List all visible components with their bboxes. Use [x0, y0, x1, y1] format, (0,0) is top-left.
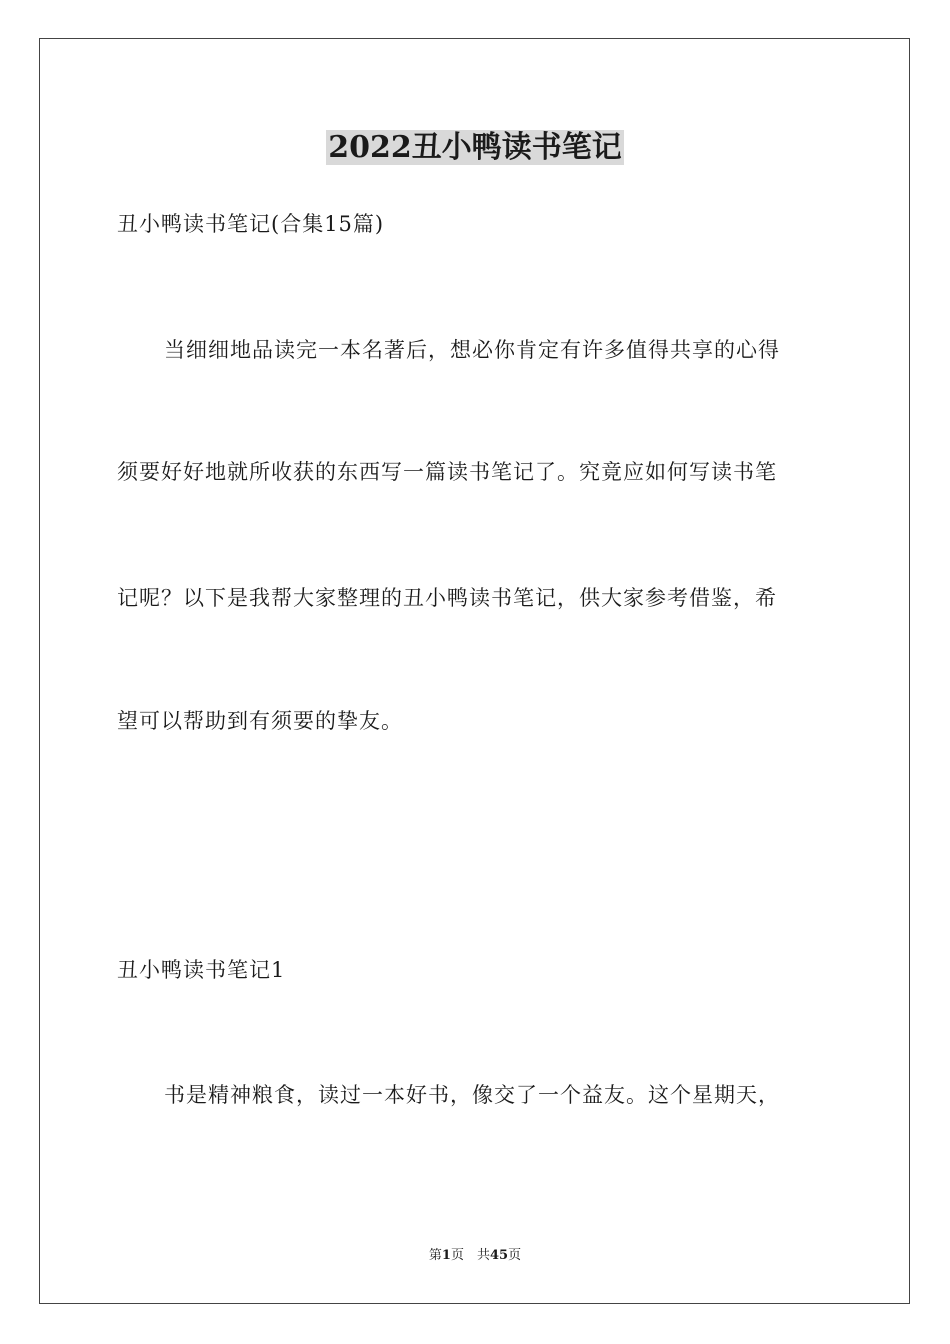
intro-line-3: 记呢？以下是我帮大家整理的丑小鸭读书笔记，供大家参考借鉴，希 — [117, 586, 777, 610]
section-heading: 丑小鸭读书笔记1 — [117, 958, 286, 982]
footer-suffix: 页 — [508, 1248, 522, 1263]
section-paragraph-line-1: 书是精神粮食，读过一本好书，像交了一个益友。这个星期天， — [164, 1083, 780, 1107]
intro-line-4: 望可以帮助到有须要的挚友。 — [117, 709, 403, 733]
document-subtitle: 丑小鸭读书笔记(合集15篇) — [117, 212, 385, 236]
intro-line-2: 须要好好地就所收获的东西写一篇读书笔记了。究竟应如何写读书笔 — [117, 460, 777, 484]
footer-prefix: 第 — [428, 1248, 442, 1263]
intro-line-1: 当细细地品读完一本名著后，想必你肯定有许多值得共享的心得 — [164, 338, 780, 362]
page-footer — [0, 1246, 950, 1266]
footer-total-pages: 45 — [489, 1248, 509, 1263]
document-title — [0, 126, 950, 170]
footer-page-number: 1 — [441, 1248, 451, 1263]
footer-middle: 页 共 — [450, 1248, 490, 1263]
document-title-text: 2022丑小鸭读书笔记 — [328, 130, 622, 165]
